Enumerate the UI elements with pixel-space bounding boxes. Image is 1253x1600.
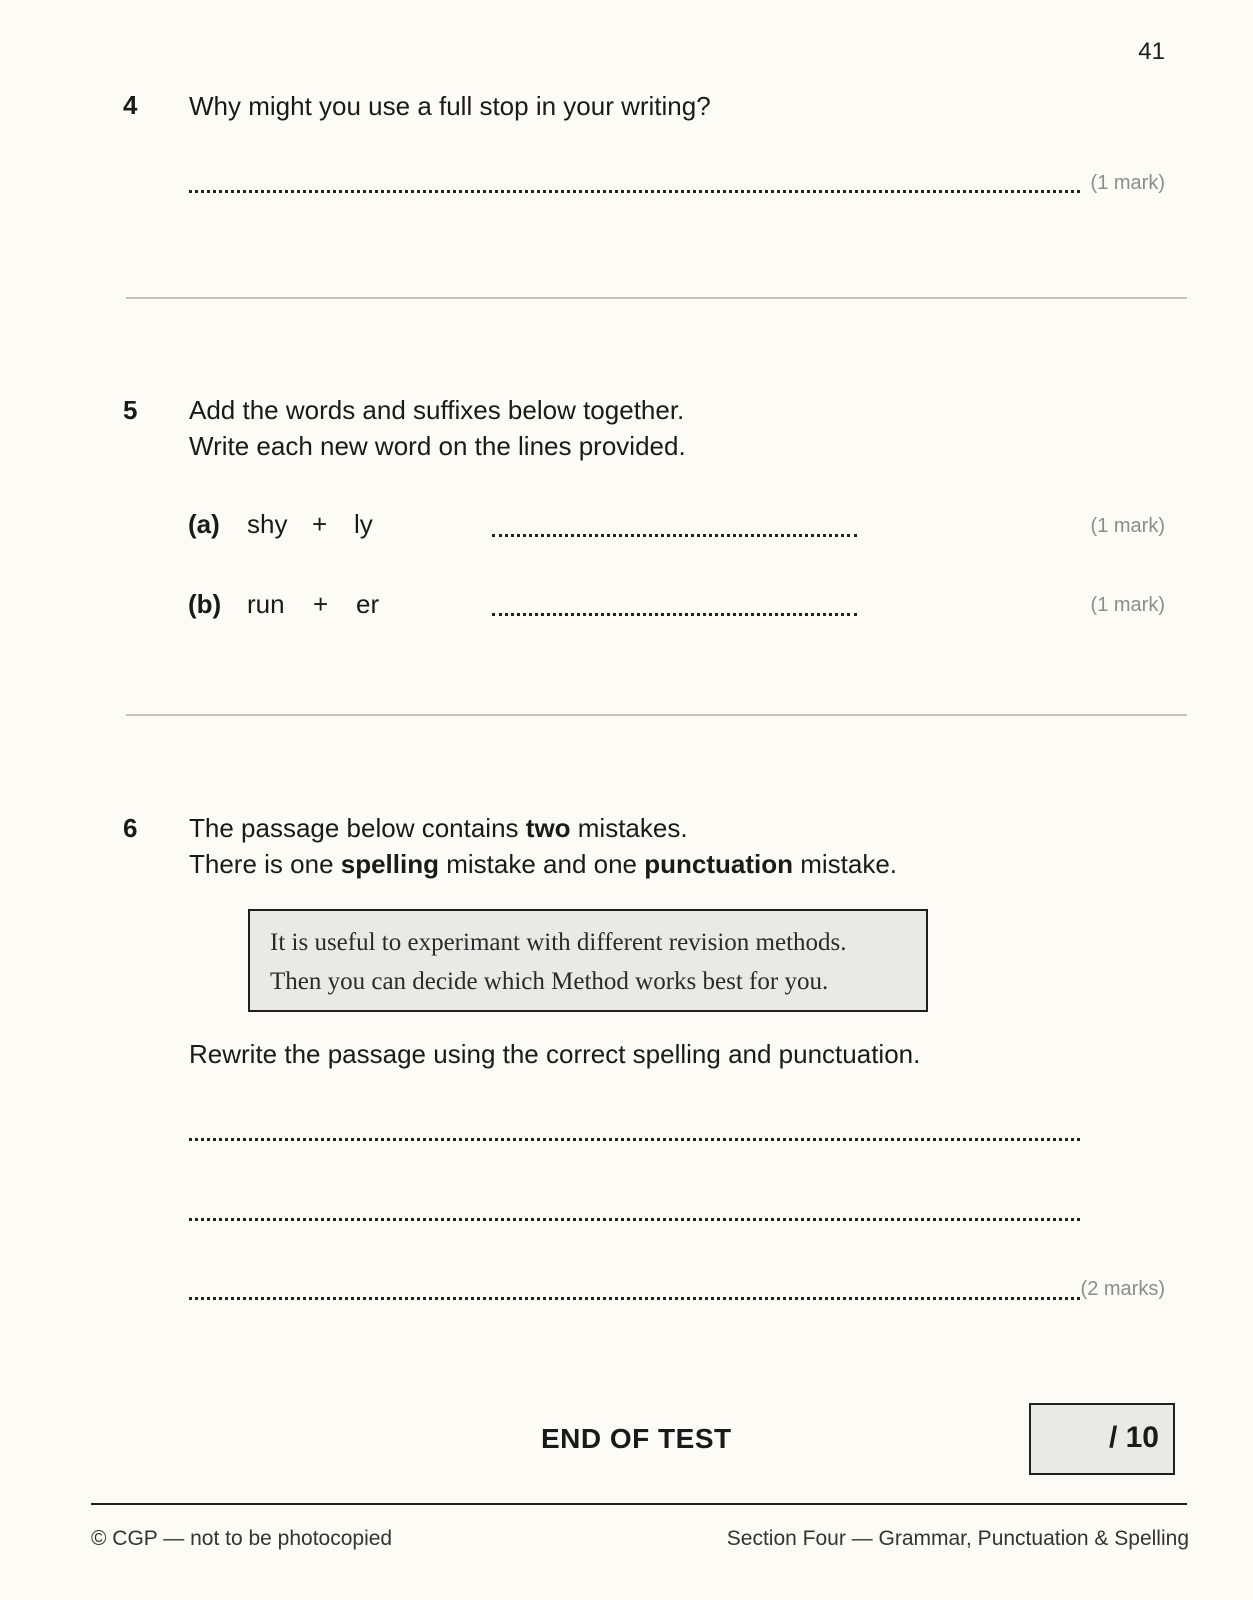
part-a-word: shy — [247, 509, 288, 539]
emphasis-two: two — [525, 813, 571, 843]
passage-line-2: Then you can decide which Method works best for you. — [270, 968, 829, 995]
marks-q6: (2 marks) — [1080, 1278, 1165, 1300]
footer-copyright: © CGP — not to be photocopied — [91, 1527, 393, 1550]
marks-5a: (1 mark) — [1090, 515, 1165, 537]
question-5-line1: Add the words and suffixes below together. — [189, 395, 685, 425]
question-5-line2: Write each new word on the lines provided. — [189, 431, 686, 461]
part-b-suffix: er — [356, 589, 380, 619]
part-a-suffix: ly — [354, 509, 373, 539]
answer-line-5b[interactable] — [492, 613, 857, 616]
part-b-plus: + — [313, 589, 329, 619]
marks-q4: (1 mark) — [1090, 172, 1165, 194]
part-a-plus: + — [312, 509, 328, 539]
question-4-text: Why might you use a full stop in your writing? — [189, 91, 711, 121]
marks-5b: (1 mark) — [1090, 594, 1165, 616]
question-4-number: 4 — [123, 90, 138, 120]
part-b-word: run — [247, 589, 285, 619]
emphasis-punctuation: punctuation — [644, 849, 793, 879]
answer-line-q6-3[interactable] — [189, 1297, 1080, 1300]
emphasis-spelling: spelling — [340, 849, 439, 879]
footer-divider — [91, 1503, 1187, 1505]
answer-line-q4[interactable] — [189, 190, 1080, 193]
question-5-number: 5 — [123, 395, 138, 425]
part-b-label: (b) — [188, 589, 222, 619]
question-6-line1: The passage below contains two mistakes. — [189, 813, 688, 843]
section-divider — [126, 297, 1187, 299]
answer-line-5a[interactable] — [492, 534, 857, 537]
section-divider — [126, 714, 1187, 716]
question-6-number: 6 — [123, 813, 138, 843]
page-number: 41 — [1138, 38, 1165, 65]
answer-line-q6-2[interactable] — [189, 1218, 1080, 1221]
question-6-instruction: Rewrite the passage using the correct spelling and punctuation. — [189, 1039, 921, 1069]
part-a-label: (a) — [188, 509, 220, 539]
passage-box — [248, 909, 928, 1012]
answer-line-q6-1[interactable] — [189, 1138, 1080, 1141]
footer-section: Section Four — Grammar, Punctuation & Spelling — [726, 1527, 1189, 1550]
question-6-line2: There is one spelling mistake and one punctuation mistake. — [189, 849, 898, 879]
score-box[interactable]: / 10 — [1029, 1403, 1175, 1475]
passage-line-1: It is useful to experimant with different revision methods. — [270, 929, 847, 956]
end-of-test-label: END OF TEST — [541, 1423, 732, 1454]
